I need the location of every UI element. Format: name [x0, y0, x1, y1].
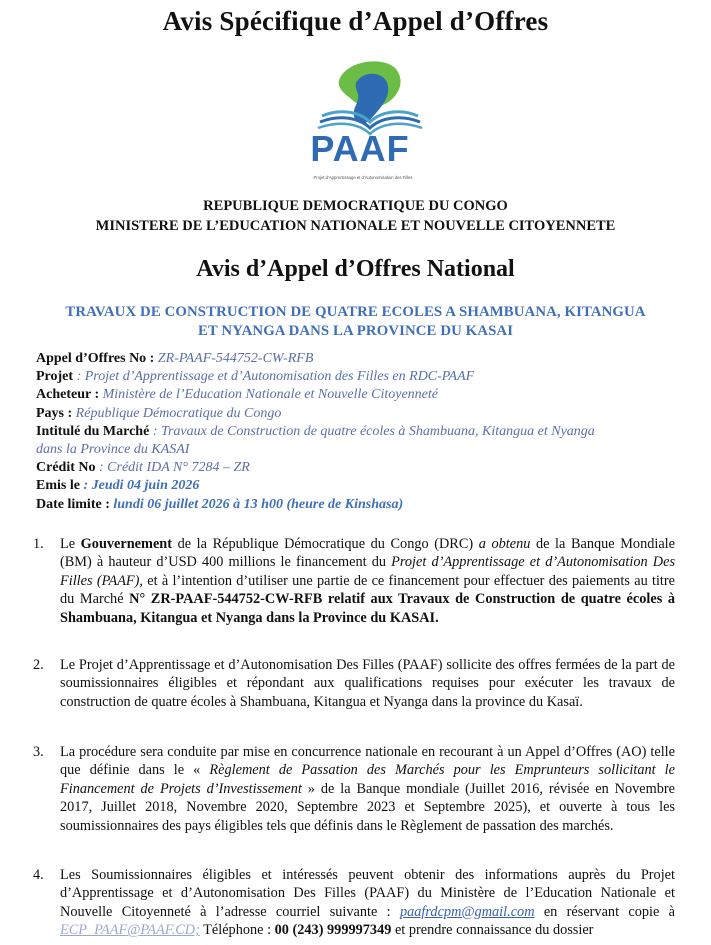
info-label: Appel d’Offres No : [36, 351, 155, 366]
logo-subtitle: Projet d’Apprentissage et d’Autonomisation des Filles [313, 175, 413, 180]
info-row-buyer [36, 386, 686, 404]
issuer-ministry: MINISTERE DE L’EDUCATION NATIONALE ET NOUVELLE CITOYENNETE [95, 218, 616, 234]
text: Le [60, 536, 81, 552]
issuer-country: REPUBLIQUE DEMOCRATIQUE DU CONGO [203, 198, 508, 214]
info-value: République Démocratique du Congo [75, 405, 282, 421]
info-value: : Travaux de Construction de quatre écoles à Shambuana, Kitangua et Nyanga [152, 423, 595, 439]
tender-info-block [36, 350, 686, 514]
paragraph-number: 3. [33, 744, 44, 760]
info-value: lundi 06 juillet 2026 à 13 h00 (heure de Kinshasa) [113, 496, 404, 512]
text: de la République Démocratique du Congo (DRC) [172, 536, 479, 552]
document-title: Avis Spécifique d’Appel d’Offres [162, 6, 549, 36]
phone-number: 00 (243) 999997349 [274, 922, 392, 939]
info-row-credit [36, 459, 686, 477]
text: en réservant copie à [534, 903, 675, 920]
text: » de la Banque mondiale (Juillet 2016, révisée en Novembre 2017, Juillet 2018, Novembre 2020, Septembre 2023 et Septembre 2025), et ouverte à tous les soumissionnaires des pays éligibles tels que définis dans le Règlement de passation des marchés. [60, 780, 675, 834]
works-title-line-2: ET NYANGA DANS LA PROVINCE DU KASAI [197, 323, 514, 339]
text: Les Soumissionnaires éligibles et intéressés peuvent obtenir des informations auprès du Projet d’Apprentissage et d’Autonomisation Des Filles (PAAF) du Ministère de l’Education Nationale et Nouvelle Citoyenneté à l’adresse courriel suivante : [60, 867, 675, 920]
info-label: Acheteur : [36, 387, 100, 403]
text: La procédure sera conduite par mise en concurrence nationale en recourant à un Appel d’Offres (AO) telle que définie dans le « [60, 744, 675, 779]
paragraph-3 [60, 743, 675, 835]
paragraph-number: 4. [33, 867, 44, 883]
paragraph-2: Le Projet d’Apprentissage et d’Autonomisation Des Filles (PAAF) sollicite des offres fermées de la part de soumissionnaires éligibles et répondant aux qualifications requises pour exécuter les travaux de construction de quatre écoles à Shambuana, Kitangua et Nyanga dans la province du Kasaï. [60, 657, 675, 710]
paragraph-4 [60, 866, 675, 940]
works-title [40, 303, 671, 341]
info-row-contract [36, 423, 686, 441]
info-label: Emis le [36, 478, 80, 494]
info-value: : Jeudi 04 juin 2026 [83, 478, 200, 494]
info-value: Ministère de l’Education Nationale et Nouvelle Citoyenneté [102, 387, 439, 403]
info-row-deadline [36, 496, 686, 514]
text-italic: Projet d’Apprentissage et d’Autonomisation Des Filles (PAAF), [60, 554, 676, 589]
info-value: ZR-PAAF-544752-CW-RFB [157, 351, 314, 366]
info-label: Intitulé du Marché [36, 423, 150, 439]
info-label: Crédit No [36, 460, 96, 476]
info-row-tender-no [36, 350, 686, 368]
works-title-line-1: TRAVAUX DE CONSTRUCTION DE QUATRE ECOLES A SHAMBUANA, KITANGUA [65, 304, 646, 320]
info-row-contract-cont [36, 441, 686, 459]
info-label: Projet [36, 369, 74, 385]
info-value: dans la Province du KASAI [36, 442, 190, 458]
paaf-logo [270, 50, 450, 185]
paragraph-1 [60, 535, 675, 627]
email-link-primary[interactable]: paafrdcpm@gmail.com [399, 903, 535, 920]
email-link-copy[interactable]: ECP_PAAF@PAAF.CD; [60, 922, 200, 939]
info-label: Pays : [36, 405, 73, 421]
text: et prendre connaissance du dossier [391, 922, 594, 939]
logo-brand-text: PAAF [310, 128, 410, 169]
info-value: : Crédit IDA N° 7284 – ZR [99, 460, 250, 476]
paragraph-number: 2. [33, 657, 44, 673]
paragraph-number: 1. [33, 536, 44, 552]
text-bold: Gouvernement [80, 536, 172, 552]
text: de la Banque Mondiale (BM) à hauteur d’USD 400 millions le financement du [60, 536, 676, 571]
notice-title: Avis d’Appel d’Offres National [196, 256, 515, 282]
info-row-issued [36, 477, 686, 495]
text-italic: Règlement de Passation des Marchés pour les Emprunteurs sollicitant le Financement de Projets d’Investissement [60, 762, 675, 797]
text: et à l’intention d’utiliser une partie de ce financement pour effectuer des paiements au titre du Marché [60, 572, 675, 608]
text-bold: N° ZR-PAAF-544752-CW-RFB relatif aux Travaux de Construction de quatre écoles à Shambuana, Kitangua et Nyanga dans la Province du KASAI. [60, 591, 676, 626]
info-value: : Projet d’Apprentissage et d’Autonomisation des Filles en RDC-PAAF [76, 369, 475, 385]
text: Téléphone : [199, 922, 275, 939]
info-label: Date limite : [36, 496, 110, 512]
info-row-project [36, 368, 686, 386]
info-row-country [36, 405, 686, 423]
text-italic: a obtenu [478, 536, 531, 552]
